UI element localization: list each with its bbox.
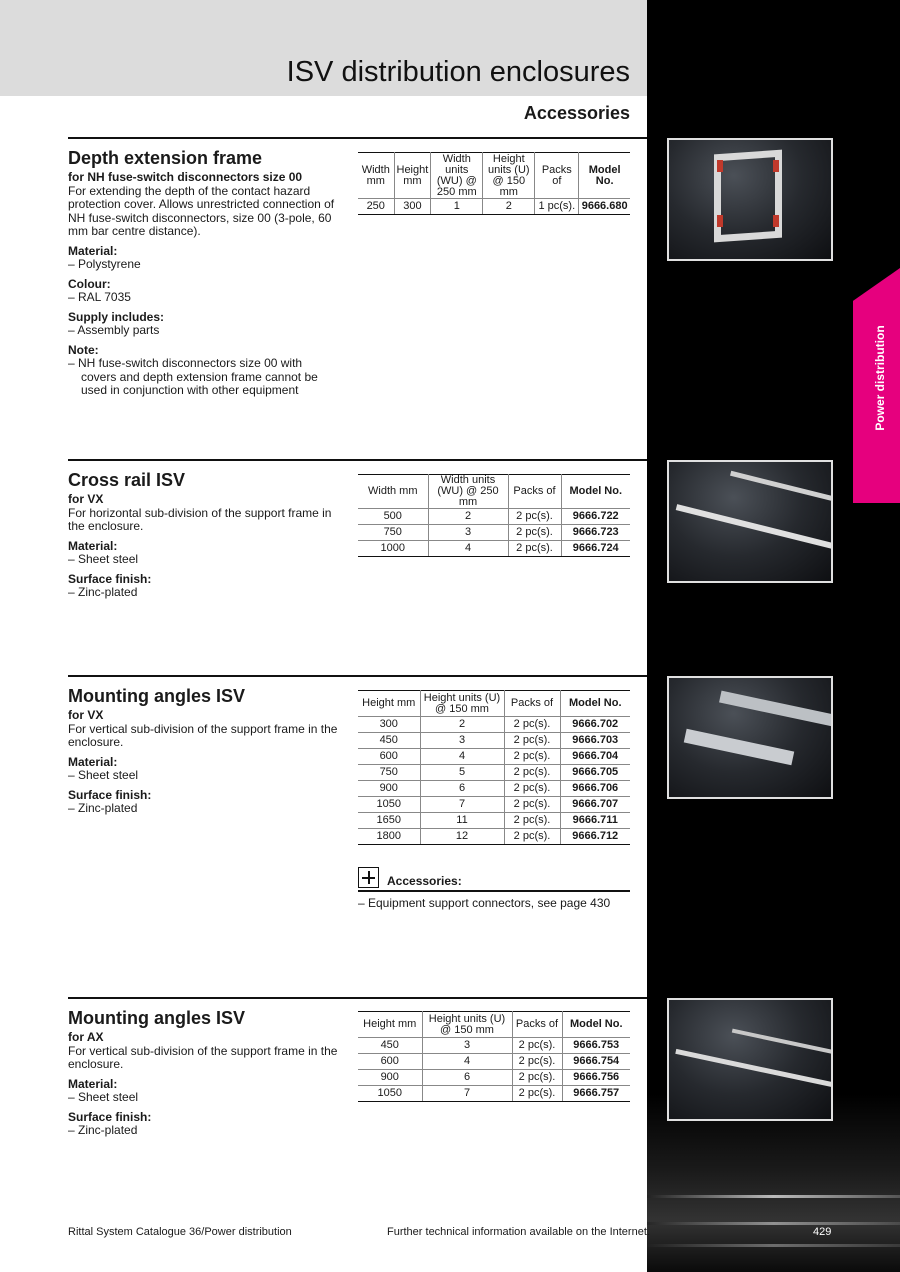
section-subtitle: for VX xyxy=(68,708,104,722)
column-header: Model No. xyxy=(561,475,630,509)
table-cell: 2 pc(s). xyxy=(508,541,561,557)
cross-rail-section xyxy=(68,470,348,600)
table-cell: 2 pc(s). xyxy=(504,813,560,829)
table-header-row xyxy=(358,691,630,717)
table-cell: 2 pc(s). xyxy=(512,1070,562,1086)
table-row xyxy=(358,797,630,813)
table-cell: 7 xyxy=(420,797,504,813)
colour-label: Colour: xyxy=(68,276,111,291)
mounting-angles-ax-section xyxy=(68,1008,343,1138)
table-row xyxy=(358,1038,630,1054)
model-number: 9666.704 xyxy=(560,749,630,765)
model-number: 9666.712 xyxy=(560,829,630,845)
note-label: Note: xyxy=(68,342,99,357)
table-cell: 1650 xyxy=(358,813,420,829)
model-number: 9666.756 xyxy=(562,1070,630,1086)
model-number: 9666.680 xyxy=(579,199,630,215)
accessories-item[interactable]: – Equipment support connectors, see page 430 xyxy=(358,896,611,910)
mounting-angles-ax-photo xyxy=(667,998,833,1121)
table-cell: 2 pc(s). xyxy=(512,1038,562,1054)
material-label: Material: xyxy=(68,538,118,553)
finish-label: Surface finish: xyxy=(68,571,152,586)
mounting-angles-ax-table xyxy=(358,1011,630,1102)
table-cell: 300 xyxy=(358,717,420,733)
column-header: Width units (WU) @ 250 mm xyxy=(428,475,508,509)
mounting-angles-vx-photo xyxy=(667,676,833,799)
table-cell: 250 xyxy=(358,199,394,215)
table-row xyxy=(358,1070,630,1086)
table-cell: 2 xyxy=(483,199,535,215)
supply-label: Supply includes: xyxy=(68,309,165,324)
section-divider xyxy=(68,997,647,999)
footer-info: Further technical information available on the Internet. xyxy=(387,1226,650,1238)
table-cell: 750 xyxy=(358,765,420,781)
material-value: – Sheet steel xyxy=(68,1090,139,1104)
table-cell: 2 pc(s). xyxy=(504,765,560,781)
column-header: Height mm xyxy=(358,691,420,717)
section-title: Cross rail ISV xyxy=(68,470,186,490)
model-number: 9666.722 xyxy=(561,509,630,525)
decorative-stripe xyxy=(647,1222,900,1225)
table-cell: 2 xyxy=(420,717,504,733)
table-row xyxy=(358,813,630,829)
model-number: 9666.703 xyxy=(560,733,630,749)
decorative-stripe xyxy=(647,1195,900,1198)
table-cell: 2 pc(s). xyxy=(504,733,560,749)
section-description: For horizontal sub-division of the support frame in the enclosure. xyxy=(68,505,332,533)
table-cell: 450 xyxy=(358,733,420,749)
finish-value: – Zinc-plated xyxy=(68,801,138,815)
column-header: Model No. xyxy=(579,153,630,199)
table-row xyxy=(358,509,630,525)
material-label: Material: xyxy=(68,754,118,769)
depth-extension-frame-photo xyxy=(667,138,833,261)
column-header: Width mm xyxy=(358,475,428,509)
column-header: Height mm xyxy=(394,153,431,199)
finish-label: Surface finish: xyxy=(68,1109,152,1124)
table-row xyxy=(358,733,630,749)
depth-extension-frame-section xyxy=(68,148,340,398)
table-cell: 500 xyxy=(358,509,428,525)
section-tab-label: Power distribution xyxy=(873,325,887,431)
table-cell: 600 xyxy=(358,1054,422,1070)
table-cell: 4 xyxy=(420,749,504,765)
table-cell: 2 pc(s). xyxy=(508,525,561,541)
model-number: 9666.705 xyxy=(560,765,630,781)
cross-rail-table xyxy=(358,474,630,557)
note-value: – NH fuse-switch disconnectors size 00 with covers and depth extension frame cannot be used in conjunction with other equipment xyxy=(68,356,318,397)
table-row xyxy=(358,1086,630,1102)
mounting-angles-vx-table xyxy=(358,690,630,845)
table-row xyxy=(358,541,630,557)
colour-value: – RAL 7035 xyxy=(68,290,131,304)
table-cell: 2 pc(s). xyxy=(504,829,560,845)
column-header: Packs of xyxy=(512,1012,562,1038)
column-header: Height units (U) @ 150 mm xyxy=(422,1012,512,1038)
footer-catalogue: Rittal System Catalogue 36/Power distribution xyxy=(68,1226,292,1238)
table-cell: 900 xyxy=(358,781,420,797)
table-cell: 750 xyxy=(358,525,428,541)
model-number: 9666.754 xyxy=(562,1054,630,1070)
model-number: 9666.753 xyxy=(562,1038,630,1054)
table-cell: 4 xyxy=(428,541,508,557)
model-number: 9666.724 xyxy=(561,541,630,557)
table-cell: 6 xyxy=(422,1070,512,1086)
table-cell: 3 xyxy=(420,733,504,749)
section-description: For vertical sub-division of the support frame in the enclosure. xyxy=(68,1043,338,1071)
column-header: Height units (U) @ 150 mm xyxy=(483,153,535,199)
table-cell: 2 pc(s). xyxy=(512,1054,562,1070)
table-row xyxy=(358,525,630,541)
material-label: Material: xyxy=(68,1076,118,1091)
section-title: Mounting angles ISV xyxy=(68,686,246,706)
table-row xyxy=(358,781,630,797)
depth-extension-frame-table xyxy=(358,152,630,215)
table-cell: 3 xyxy=(428,525,508,541)
mounting-angles-vx-section xyxy=(68,686,343,816)
section-title: Depth extension frame xyxy=(68,148,263,168)
table-cell: 2 xyxy=(428,509,508,525)
section-subtitle: for AX xyxy=(68,1030,104,1044)
accessories-box xyxy=(358,867,630,910)
table-cell: 6 xyxy=(420,781,504,797)
table-cell: 1800 xyxy=(358,829,420,845)
table-cell: 1000 xyxy=(358,541,428,557)
table-cell: 600 xyxy=(358,749,420,765)
table-row xyxy=(358,829,630,845)
material-label: Material: xyxy=(68,243,118,258)
supply-value: – Assembly parts xyxy=(68,323,160,337)
table-cell: 2 pc(s). xyxy=(508,509,561,525)
decorative-stripe xyxy=(647,1244,900,1247)
table-row xyxy=(358,1054,630,1070)
table-cell: 7 xyxy=(422,1086,512,1102)
table-cell: 3 xyxy=(422,1038,512,1054)
finish-label: Surface finish: xyxy=(68,787,152,802)
table-row xyxy=(358,749,630,765)
model-number: 9666.702 xyxy=(560,717,630,733)
finish-value: – Zinc-plated xyxy=(68,585,138,599)
section-description: For extending the depth of the contact hazard protection cover. Allows unrestricted connection of NH fuse-switch disconnectors, size 00 (3-pole, 60 mm bar centre distance). xyxy=(68,183,335,238)
column-header: Width mm xyxy=(358,153,394,199)
finish-value: – Zinc-plated xyxy=(68,1123,138,1137)
table-cell: 2 pc(s). xyxy=(504,749,560,765)
model-number: 9666.723 xyxy=(561,525,630,541)
page-subtitle: Accessories xyxy=(523,103,630,123)
table-cell: 450 xyxy=(358,1038,422,1054)
accessories-title: Accessories: xyxy=(387,874,462,888)
table-cell: 2 pc(s). xyxy=(504,781,560,797)
accessories-header xyxy=(358,867,630,892)
page-title: ISV distribution enclosures xyxy=(286,56,630,88)
column-header: Width units (WU) @ 250 mm xyxy=(431,153,483,199)
table-cell: 2 pc(s). xyxy=(504,797,560,813)
table-cell: 1050 xyxy=(358,797,420,813)
table-header-row xyxy=(358,153,630,199)
table-header-row xyxy=(358,475,630,509)
table-cell: 4 xyxy=(422,1054,512,1070)
column-header: Packs of xyxy=(504,691,560,717)
model-number: 9666.707 xyxy=(560,797,630,813)
table-header-row xyxy=(358,1012,630,1038)
section-subtitle: for NH fuse-switch disconnectors size 00 xyxy=(68,170,303,184)
column-header: Height mm xyxy=(358,1012,422,1038)
section-divider xyxy=(68,137,647,139)
table-row xyxy=(358,717,630,733)
column-header: Model No. xyxy=(560,691,630,717)
table-cell: 1 xyxy=(431,199,483,215)
plus-icon xyxy=(358,867,379,888)
model-number: 9666.711 xyxy=(560,813,630,829)
table-row xyxy=(358,199,630,215)
page-number: 429 xyxy=(813,1226,832,1238)
table-cell: 1 pc(s). xyxy=(535,199,579,215)
section-divider xyxy=(68,675,647,677)
table-row xyxy=(358,765,630,781)
column-header: Height units (U) @ 150 mm xyxy=(420,691,504,717)
material-value: – Sheet steel xyxy=(68,768,139,782)
table-cell: 300 xyxy=(394,199,431,215)
table-cell: 5 xyxy=(420,765,504,781)
material-value: – Polystyrene xyxy=(68,257,141,271)
section-title: Mounting angles ISV xyxy=(68,1008,246,1028)
column-header: Model No. xyxy=(562,1012,630,1038)
model-number: 9666.706 xyxy=(560,781,630,797)
model-number: 9666.757 xyxy=(562,1086,630,1102)
column-header: Packs of xyxy=(535,153,579,199)
section-subtitle: for VX xyxy=(68,492,104,506)
material-value: – Sheet steel xyxy=(68,552,139,566)
section-description: For vertical sub-division of the support frame in the enclosure. xyxy=(68,721,338,749)
column-header: Packs of xyxy=(508,475,561,509)
section-divider xyxy=(68,459,647,461)
table-cell: 2 pc(s). xyxy=(512,1086,562,1102)
table-cell: 1050 xyxy=(358,1086,422,1102)
table-cell: 2 pc(s). xyxy=(504,717,560,733)
table-cell: 11 xyxy=(420,813,504,829)
table-cell: 12 xyxy=(420,829,504,845)
cross-rail-photo xyxy=(667,460,833,583)
table-cell: 900 xyxy=(358,1070,422,1086)
